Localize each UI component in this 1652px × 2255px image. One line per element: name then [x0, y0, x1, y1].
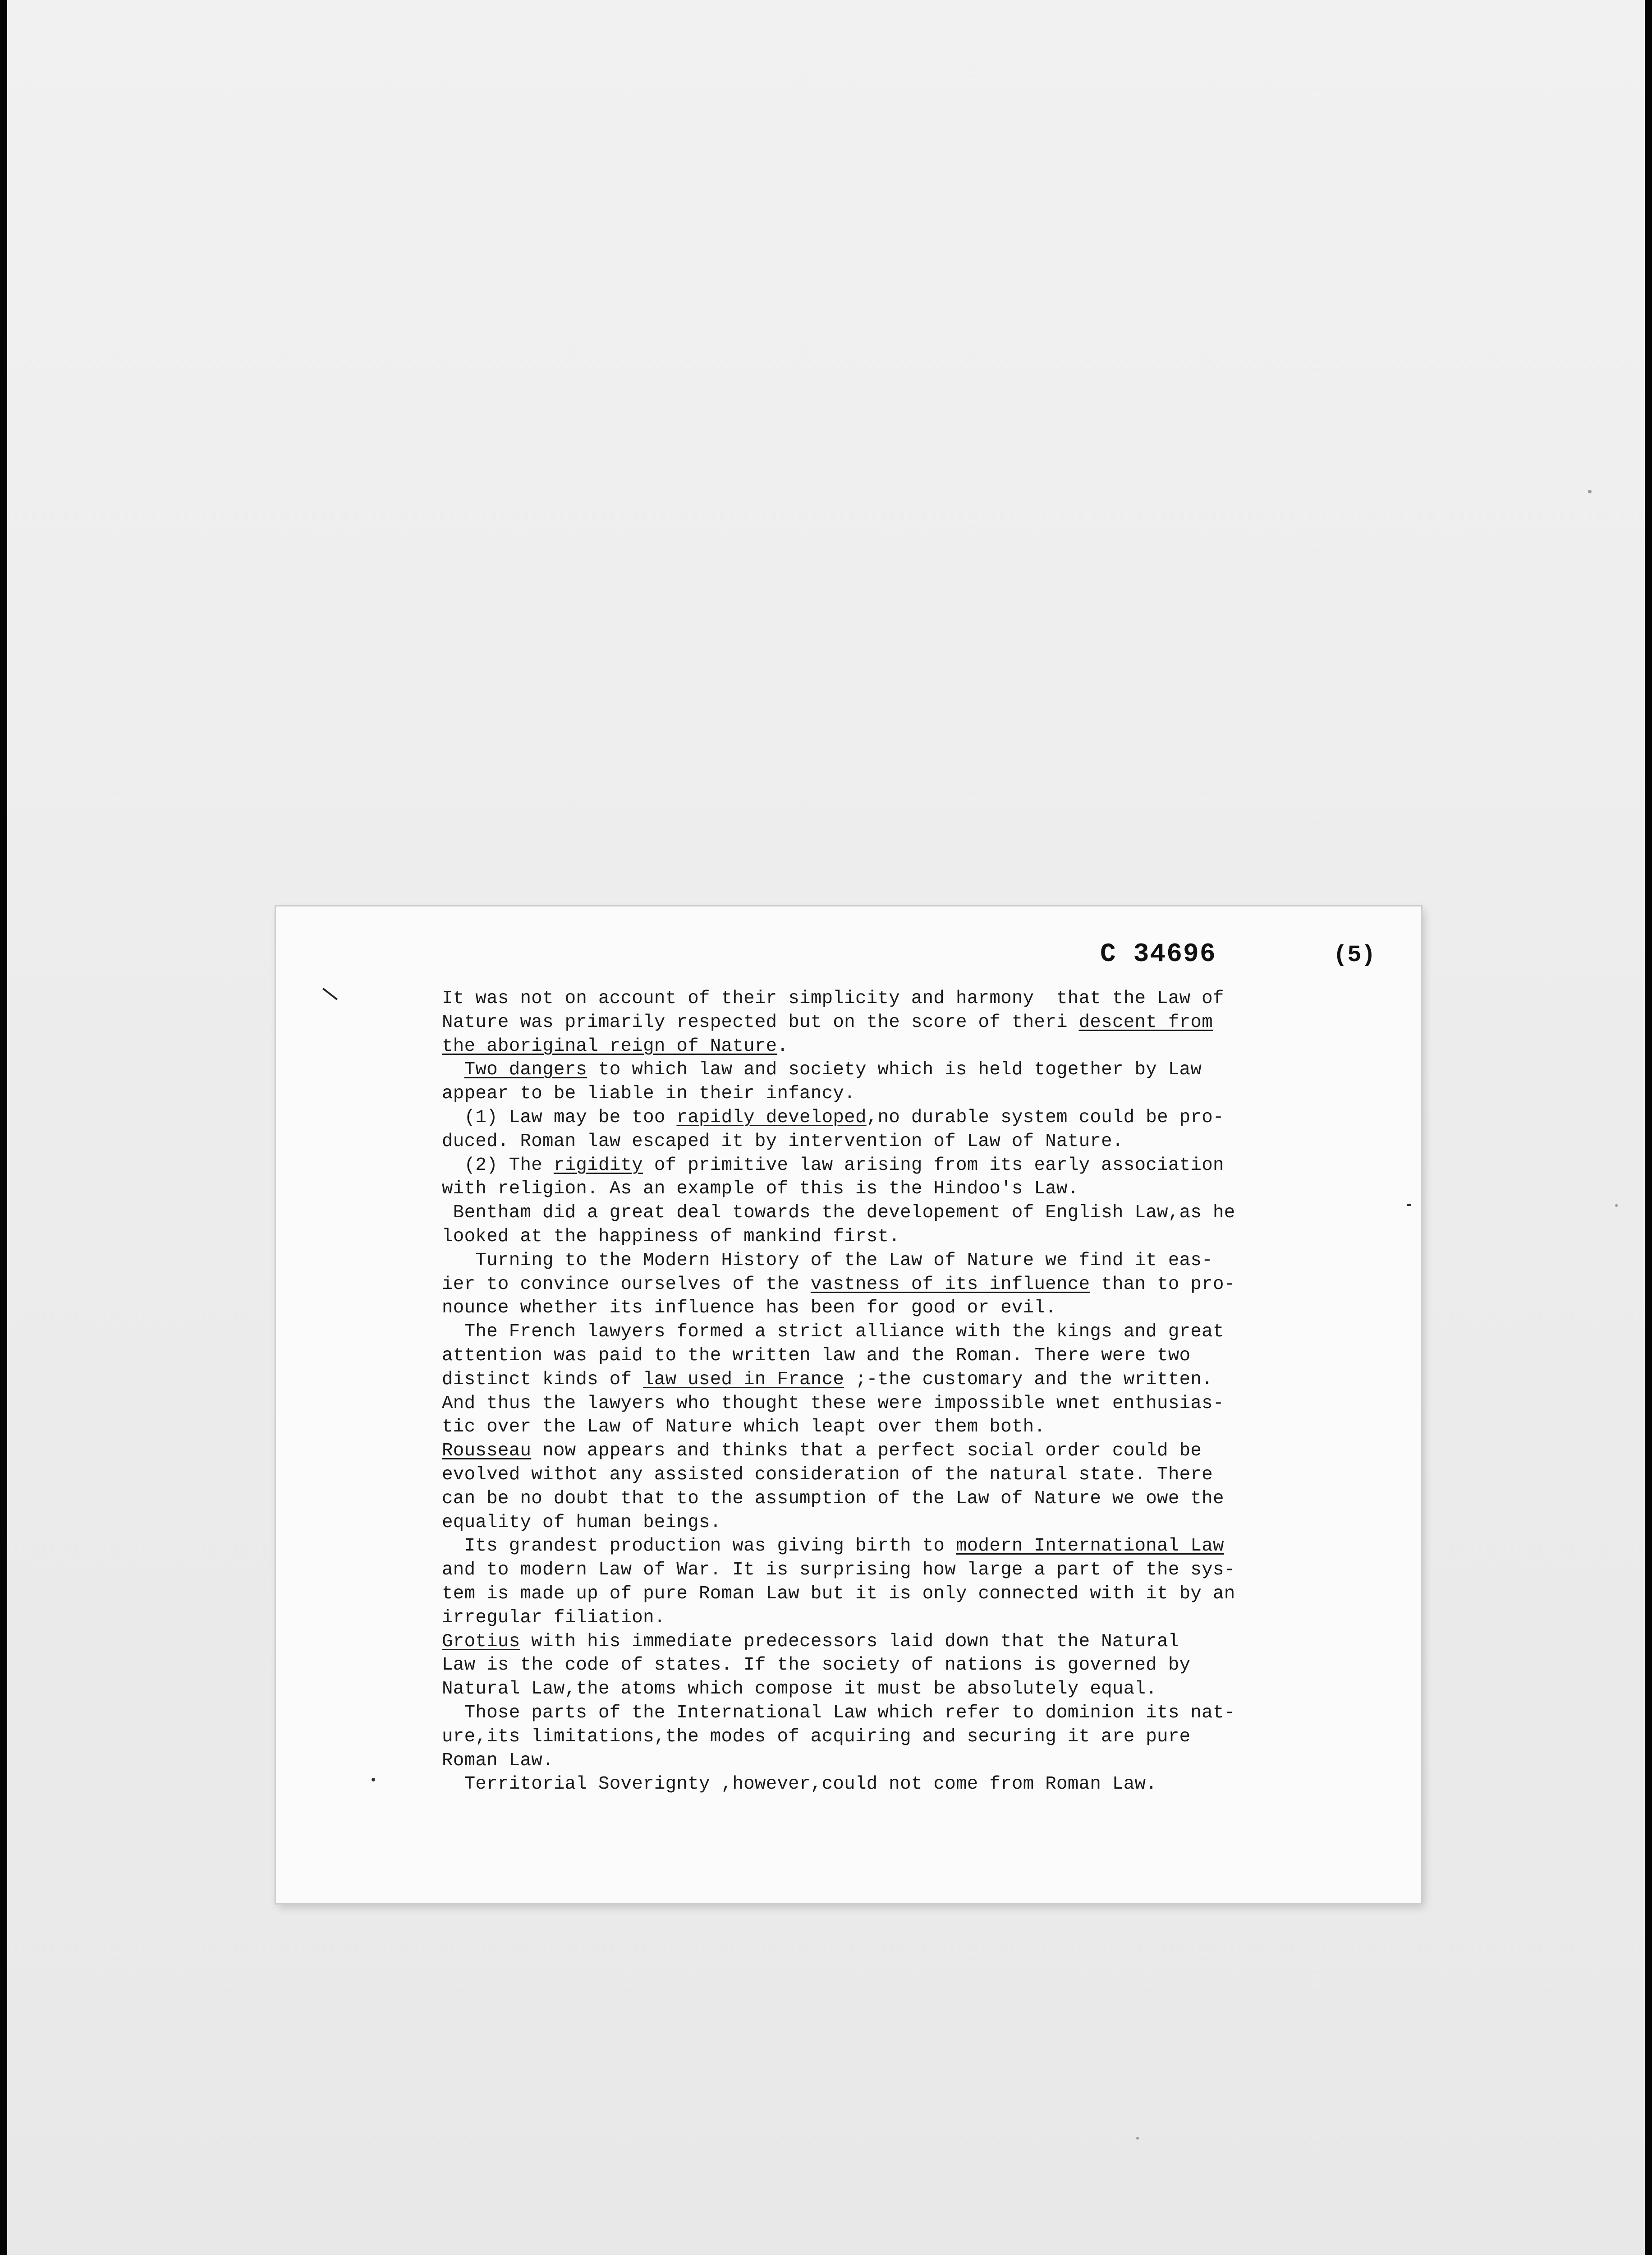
- text-segment: distinct kinds of: [442, 1369, 643, 1390]
- document-line: [442, 1772, 1393, 1796]
- text-segment: than to pro-: [1090, 1274, 1235, 1295]
- text-segment: It was not on account of their simplicity and harmony that the Law of: [442, 988, 1224, 1009]
- document-line: [442, 1177, 1393, 1201]
- document-line: [442, 1487, 1393, 1511]
- document-line: [442, 1035, 1393, 1058]
- text-segment: (1) Law may be too: [442, 1107, 677, 1128]
- underlined-phrase: modern International Law: [955, 1536, 1224, 1557]
- dust-speck: [1588, 490, 1592, 493]
- document-line: [442, 1534, 1393, 1558]
- document-line: [442, 1249, 1393, 1273]
- document-line: [442, 1511, 1393, 1535]
- text-segment: Its grandest production was giving birth to: [442, 1536, 956, 1557]
- document-line: [442, 1320, 1393, 1344]
- document-line: [442, 987, 1393, 1011]
- document-line: [442, 1058, 1393, 1082]
- typed-document-page: [276, 907, 1421, 1903]
- underlined-phrase: rapidly developed: [676, 1107, 867, 1128]
- underlined-phrase: vastness of its influence: [810, 1274, 1090, 1295]
- underlined-phrase: the aboriginal reign of Nature: [442, 1035, 777, 1057]
- text-segment: looked at the happiness of mankind first.: [442, 1226, 900, 1247]
- page-number: (5): [1333, 942, 1376, 968]
- text-segment: duced. Roman law escaped it by intervention of Law of Nature.: [442, 1131, 1124, 1152]
- document-number: C 34696: [1100, 940, 1216, 969]
- document-line: [442, 1606, 1393, 1630]
- document-line: [442, 1415, 1393, 1439]
- text-segment: now appears and thinks that a perfect social order could be: [531, 1440, 1202, 1462]
- text-segment: irregular filiation.: [442, 1607, 665, 1628]
- text-segment: of primitive law arising from its early association: [643, 1155, 1224, 1176]
- document-line: [442, 1558, 1393, 1582]
- underlined-phrase: law used in France: [643, 1369, 844, 1390]
- text-segment: with religion. As an example of this is the Hindoo's Law.: [442, 1178, 1079, 1200]
- text-segment: Bentham did a great deal towards the developement of English Law,as he: [442, 1202, 1235, 1224]
- text-segment: nounce whether its influence has been for good or evil.: [442, 1298, 1057, 1319]
- text-segment: The French lawyers formed a strict alliance with the kings and great: [442, 1321, 1224, 1343]
- text-segment: tem is made up of pure Roman Law but it is only connected with it by an: [442, 1583, 1235, 1604]
- text-segment: attention was paid to the written law and the Roman. There were two: [442, 1345, 1191, 1366]
- dust-speck: [1136, 2137, 1139, 2140]
- underlined-phrase: rigidity: [553, 1155, 643, 1176]
- document-line: [442, 1296, 1393, 1320]
- text-segment: Territorial Soverignty ,however,could not come from Roman Law.: [442, 1774, 1157, 1795]
- dust-speck: [1615, 1204, 1618, 1207]
- text-segment: equality of human beings.: [442, 1512, 721, 1533]
- text-segment: ;-the customary and the written.: [844, 1369, 1213, 1390]
- pen-tick-mark: [322, 988, 338, 1000]
- underlined-phrase: Rousseau: [442, 1440, 532, 1462]
- margin-mark: [1407, 1204, 1411, 1206]
- text-segment: Natural Law,the atoms which compose it must be absolutely equal.: [442, 1679, 1157, 1700]
- document-line: [442, 1130, 1393, 1154]
- document-body-text: [442, 987, 1393, 1796]
- text-segment: ure,its limitations,the modes of acquiring and securing it are pure: [442, 1726, 1191, 1747]
- document-line: [442, 1011, 1393, 1035]
- document-line: [442, 1677, 1393, 1701]
- text-segment: ,no durable system could be pro-: [866, 1107, 1224, 1128]
- underlined-phrase: descent from: [1078, 1012, 1213, 1033]
- document-line: [442, 1439, 1393, 1463]
- text-segment: .: [777, 1035, 789, 1057]
- text-segment: Those parts of the International Law which refer to dominion its nat-: [442, 1702, 1235, 1723]
- document-line: [442, 1154, 1393, 1178]
- text-segment: ier to convince ourselves of the: [442, 1274, 811, 1295]
- document-line: [442, 1201, 1393, 1225]
- frame-edge-right: [1645, 0, 1652, 2255]
- document-line: [442, 1582, 1393, 1606]
- text-segment: with his immediate predecessors laid down that the Natural: [520, 1631, 1179, 1652]
- text-segment: evolved withot any assisted consideration of the natural state. There: [442, 1464, 1213, 1485]
- document-line: [442, 1344, 1393, 1368]
- document-line: [442, 1106, 1393, 1130]
- text-segment: (2) The: [442, 1155, 554, 1176]
- text-segment: and to modern Law of War. It is surprising how large a part of the sys-: [442, 1560, 1235, 1581]
- document-line: [442, 1463, 1393, 1487]
- frame-edge-left: [0, 0, 7, 2255]
- text-segment: [442, 1059, 464, 1080]
- document-header: [276, 940, 1421, 976]
- text-segment: appear to be liable in their infancy.: [442, 1083, 855, 1104]
- document-line: [442, 1225, 1393, 1249]
- text-segment: can be no doubt that to the assumption of the Law of Nature we owe the: [442, 1488, 1224, 1509]
- margin-mark: [372, 1778, 375, 1781]
- text-segment: And thus the lawyers who thought these were impossible wnet enthusias-: [442, 1393, 1224, 1414]
- document-line: [442, 1392, 1393, 1416]
- document-line: [442, 1082, 1393, 1106]
- document-line: [442, 1273, 1393, 1297]
- text-segment: Nature was primarily respected but on the score of theri: [442, 1012, 1079, 1033]
- document-line: [442, 1701, 1393, 1725]
- underlined-phrase: Grotius: [442, 1631, 520, 1652]
- document-line: [442, 1630, 1393, 1654]
- text-segment: tic over the Law of Nature which leapt over them both.: [442, 1417, 1046, 1438]
- document-line: [442, 1749, 1393, 1773]
- text-segment: to which law and society which is held together by Law: [587, 1059, 1202, 1081]
- document-line: [442, 1653, 1393, 1677]
- document-line: [442, 1725, 1393, 1749]
- document-line: [442, 1368, 1393, 1392]
- text-segment: Law is the code of states. If the society of nations is governed by: [442, 1655, 1191, 1676]
- text-segment: Turning to the Modern History of the Law of Nature we find it eas-: [442, 1250, 1213, 1271]
- text-segment: Roman Law.: [442, 1750, 554, 1771]
- underlined-phrase: Two dangers: [464, 1059, 587, 1081]
